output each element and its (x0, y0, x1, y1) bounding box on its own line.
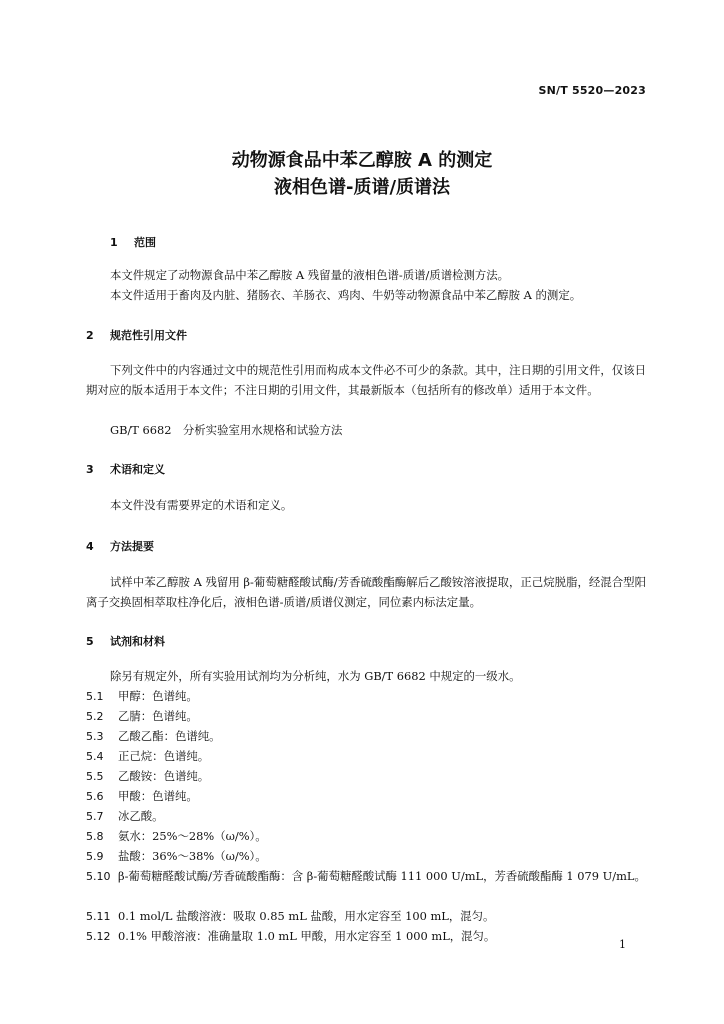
item-text: 正己烷：色谱纯。 (118, 749, 210, 763)
document-subtitle: 液相色谱-质谱/质谱法 (273, 177, 451, 198)
item-number: 5.6 (86, 790, 104, 803)
normative-reference: GB/T 6682 分析实验室用水规格和试验方法 (110, 423, 343, 437)
item-text: 乙腈：色谱纯。 (118, 709, 198, 723)
section-heading-2 (86, 327, 187, 343)
list-item (86, 686, 646, 707)
paragraph: 本文件没有需要界定的术语和定义。 (110, 498, 293, 512)
list-item (86, 866, 646, 887)
section-title: 规范性引用文件 (110, 329, 187, 342)
list-item (86, 926, 646, 947)
list-item (86, 746, 646, 767)
item-number: 5.8 (86, 830, 104, 843)
paragraph: 本文件适用于畜肉及内脏、猪肠衣、羊肠衣、鸡肉、牛奶等动物源食品中苯乙醇胺 A 的测定。 (110, 288, 582, 302)
item-text: 盐酸：36%～38%（ω/%）。 (118, 849, 267, 863)
standard-code: SN/T 5520—2023 (538, 84, 646, 97)
item-number: 5.9 (86, 850, 104, 863)
list-item (86, 786, 646, 807)
section-heading-1 (110, 234, 156, 250)
item-number: 5.4 (86, 750, 104, 763)
item-number: 5.10 (86, 870, 111, 883)
item-number: 5.1 (86, 690, 104, 703)
item-text: 0.1 mol/L 盐酸溶液：吸取 0.85 mL 盐酸，用水定容至 100 mL，混匀。 (118, 909, 495, 923)
section-number: 3 (86, 463, 94, 476)
item-text: 冰乙酸。 (118, 809, 164, 823)
section-title: 术语和定义 (110, 463, 165, 476)
item-text: β-葡萄糖醛酸试酶/芳香硫酸酯酶：含 β-葡萄糖醛酸试酶 111 000 U/mL，芳香硫酸酯酶 1 079 U/mL。 (118, 869, 646, 883)
section-number: 4 (86, 540, 94, 553)
page-number: 1 (619, 938, 626, 951)
section-number: 2 (86, 329, 94, 342)
section-number: 1 (110, 236, 118, 249)
section-number: 5 (86, 635, 94, 648)
item-text: 氨水：25%～28%（ω/%）。 (118, 829, 267, 843)
item-number: 5.11 (86, 910, 111, 923)
item-text: 乙酸铵：色谱纯。 (118, 769, 210, 783)
section-heading-4 (86, 538, 154, 554)
section-heading-3 (86, 461, 165, 477)
item-text: 甲酸：色谱纯。 (118, 789, 198, 803)
list-item (86, 766, 646, 787)
item-text: 乙酸乙酯：色谱纯。 (118, 729, 221, 743)
section-title: 方法提要 (110, 540, 154, 553)
paragraph: 试样中苯乙醇胺 A 残留用 β-葡萄糖醛酸试酶/芳香硫酸酯酶解后乙酸铵溶液提取，正己烷脱脂，经混合型阳离子交换固相萃取柱净化后，液相色谱-质谱/质谱仪测定，同位素内标法定量。 (86, 575, 646, 609)
item-number: 5.12 (86, 930, 111, 943)
item-number: 5.7 (86, 810, 104, 823)
item-text: 甲醇：色谱纯。 (118, 689, 198, 703)
section-heading-5 (86, 633, 165, 649)
section-title: 范围 (134, 236, 156, 249)
document-title: 动物源食品中苯乙醇胺 A 的测定 (231, 150, 493, 171)
paragraph: 除另有规定外，所有实验用试剂均为分析纯，水为 GB/T 6682 中规定的一级水。 (110, 669, 521, 683)
list-item (86, 826, 646, 847)
item-number: 5.3 (86, 730, 104, 743)
item-text: 0.1% 甲酸溶液：准确量取 1.0 mL 甲酸，用水定容至 1 000 mL，混匀。 (118, 929, 496, 943)
list-item (86, 706, 646, 727)
list-item (86, 726, 646, 747)
section-title: 试剂和材料 (110, 635, 165, 648)
item-number: 5.2 (86, 710, 104, 723)
list-item (86, 806, 646, 827)
paragraph: 本文件规定了动物源食品中苯乙醇胺 A 残留量的液相色谱-质谱/质谱检测方法。 (110, 268, 510, 282)
item-number: 5.5 (86, 770, 104, 783)
list-item (86, 846, 646, 867)
paragraph: 下列文件中的内容通过文中的规范性引用而构成本文件必不可少的条款。其中，注日期的引用文件，仅该日期对应的版本适用于本文件；不注日期的引用文件，其最新版本（包括所有的修改单）适用于本文件。 (86, 363, 646, 397)
list-item (86, 906, 646, 927)
